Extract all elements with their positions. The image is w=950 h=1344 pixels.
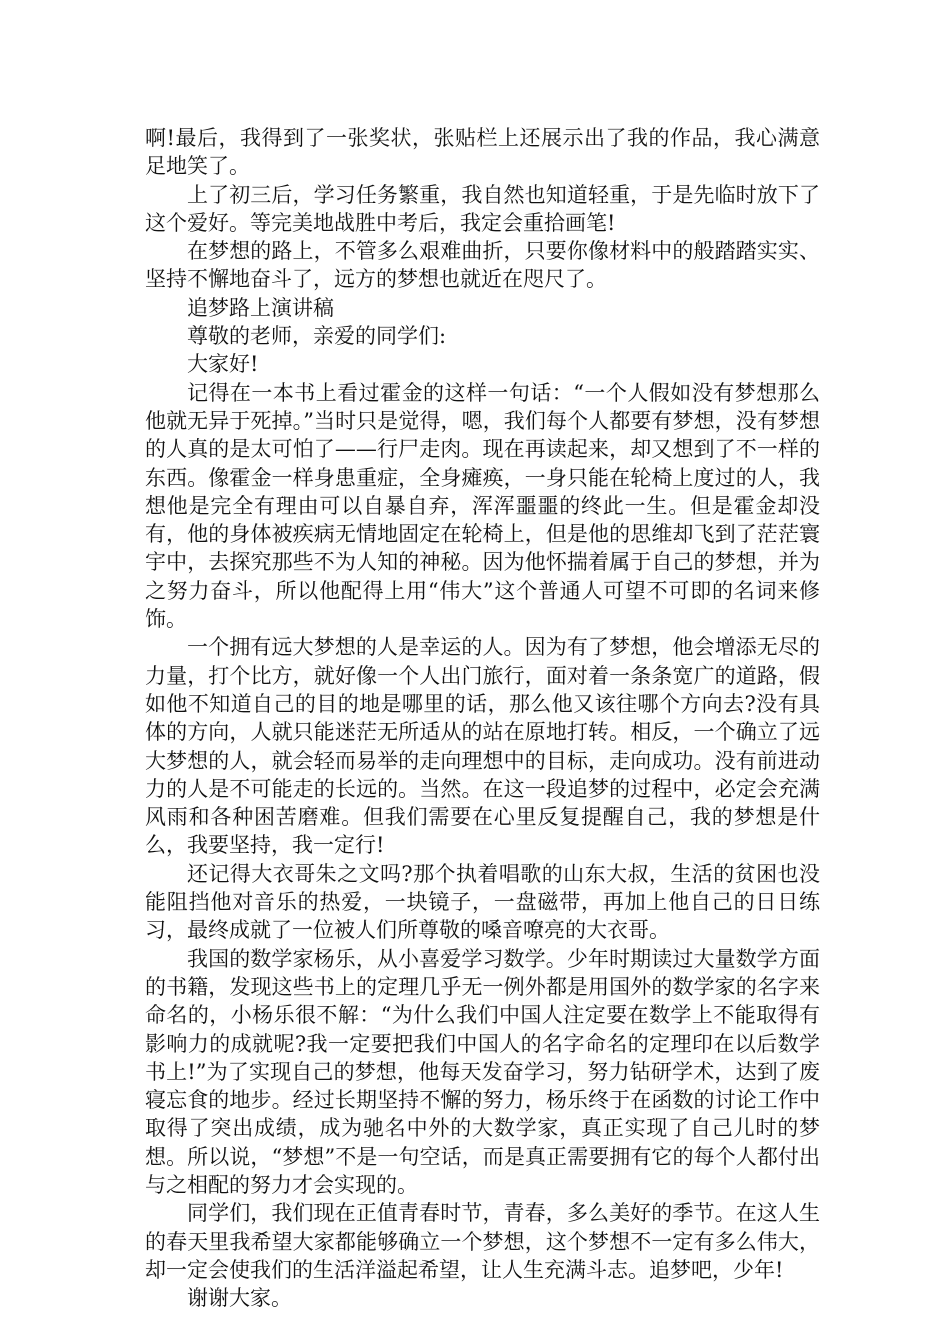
closing-thanks: 谢谢大家。 xyxy=(187,1286,292,1311)
paragraph-continuation: 啊!最后，我得到了一张奖状，张贴栏上还展示出了我的作品，我心满意足地笑了。 xyxy=(145,126,820,179)
paragraph-dayige: 还记得大衣哥朱之文吗?那个执着唱歌的山东大叔，生活的贫困也没能阻挡他对音乐的热爱，一块镜子，一盘磁带，再加上他自己的日日练习，最终成就了一位被人们所尊敬的嗓音嘹亮的大衣哥。 xyxy=(145,861,820,943)
greeting: 大家好! xyxy=(187,352,259,377)
paragraph-yang-le: 我国的数学家杨乐，从小喜爱学习数学。少年时期读过大量数学方面的书籍，发现这些书上的定理几乎无一例外都是用国外的数学家的名字来命名的，小杨乐很不解：“为什么我们中国人注定要在数学上不能取得有影响力的成就呢?我一定要把我们中国人的名字命名的定理印在以后数学书上!”为了实现自己的梦想，他每天发奋学习，努力钻研学术，达到了废寝忘食的地步。经过长期坚持不懈的努力，杨乐终于在函数的讨论工作中取得了突出成绩，成为驰名中外的大数学家，真正实现了自己儿时的梦想。所以说，“梦想”不是一句空话，而是真正需要拥有它的每个人都付出与之相配的努力才会实现的。 xyxy=(145,946,820,1197)
paragraph-lucky-dreamer: 一个拥有远大梦想的人是幸运的人。因为有了梦想，他会增添无尽的力量，打个比方，就好像一个人出门旅行，面对着一条条宽广的道路，假如他不知道自己的目的地是哪里的话，那么他又该往哪个方向去?没有具体的方向，人就只能迷茫无所适从的站在原地打转。相反，一个确立了远大梦想的人，就会轻而易举的走向理想中的目标，走向成功。没有前进动力的人是不可能走的长远的。当然。在这一段追梦的过程中，必定会充满风雨和各种困苦磨难。但我们需要在心里反复提醒自己，我的梦想是什么，我要坚持，我一定行! xyxy=(145,635,820,858)
document-page xyxy=(145,124,820,1312)
salutation: 尊敬的老师，亲爱的同学们: xyxy=(187,324,447,349)
paragraph-grade-three: 上了初三后，学习任务繁重，我自然也知道轻重，于是先临时放下了这个爱好。等完美地战胜中考后，我定会重拾画笔! xyxy=(145,182,820,235)
paragraph-youth: 同学们，我们现在正值青春时节，青春，多么美好的季节。在这人生的春天里我希望大家都能够确立一个梦想，这个梦想不一定有多么伟大，却一定会使我们的生活洋溢起希望，让人生充满斗志。追梦吧，少年! xyxy=(145,1201,820,1282)
paragraph-dream-road: 在梦想的路上，不管多么艰难曲折，只要你像材料中的般踏踏实实、坚持不懈地奋斗了，远方的梦想也就近在咫尺了。 xyxy=(145,239,820,292)
paragraph-hawking: 记得在一本书上看过霍金的这样一句话：“一个人假如没有梦想那么他就无异于死掉。”当时只是觉得，嗯，我们每个人都要有梦想，没有梦想的人真的是太可怕了——行尸走肉。现在再读起来，却又想到了不一样的东西。像霍金一样身患重症，全身瘫痪，一身只能在轮椅上度过的人，我想他是完全有理由可以自暴自弃，浑浑噩噩的终此一生。但是霍金却没有，他的身体被疾病无情地固定在轮椅上，但是他的思维却飞到了茫茫寰宇中，去探究那些不为人知的神秘。因为他怀揣着属于自己的梦想，并为之努力奋斗，所以他配得上用“伟大”这个普通人可望不可即的名词来修饰。 xyxy=(145,380,820,632)
speech-title: 追梦路上演讲稿 xyxy=(187,295,334,320)
